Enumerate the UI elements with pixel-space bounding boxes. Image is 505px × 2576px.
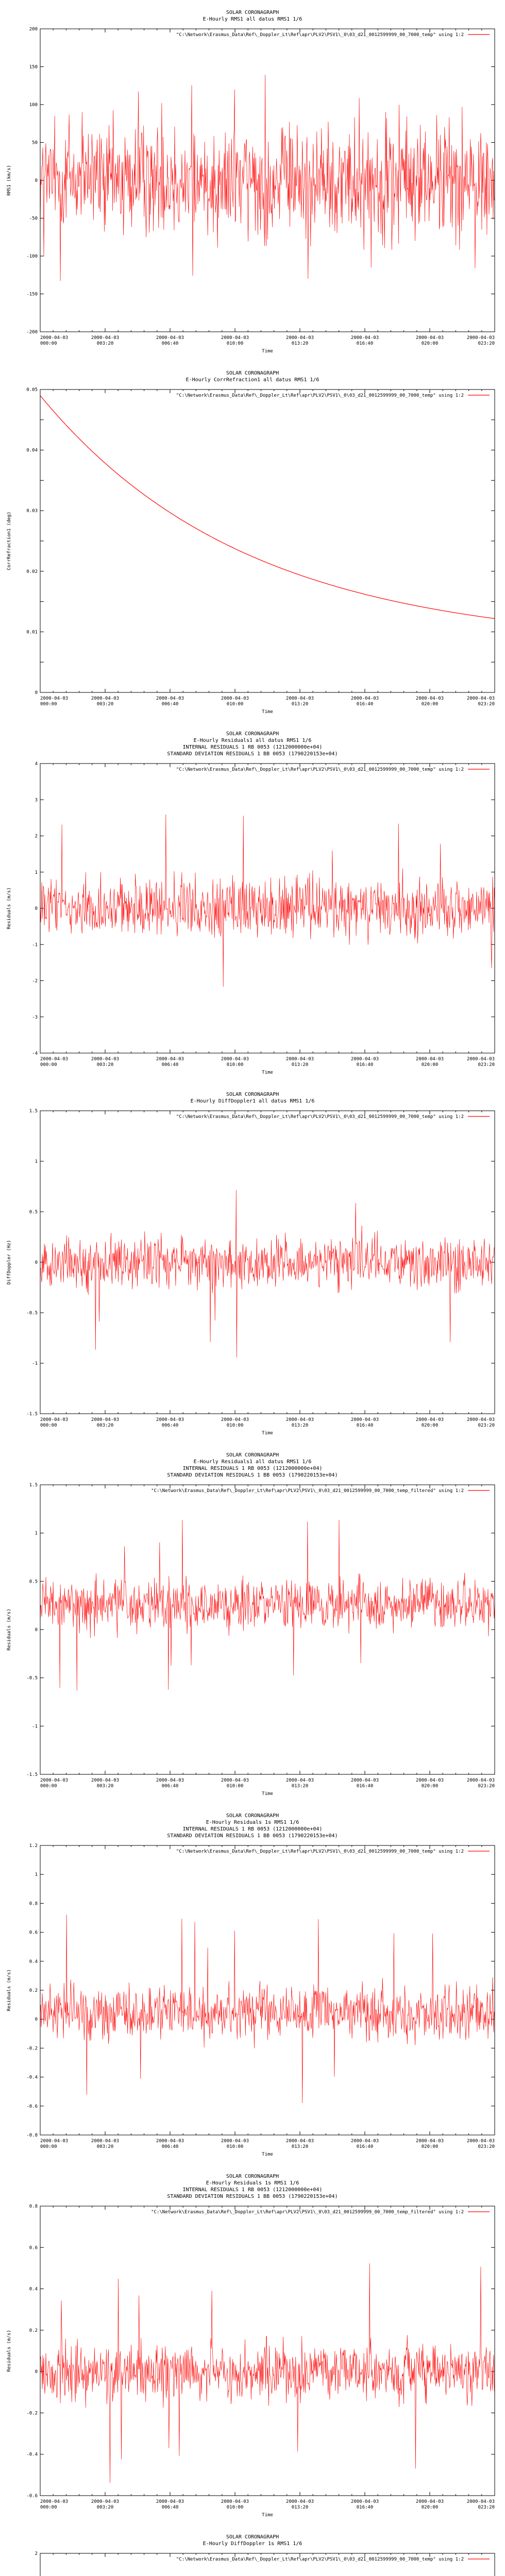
x-tick-label-time: 000:00 xyxy=(40,702,57,707)
x-tick-label-date: 2000-04-03 xyxy=(40,1778,69,1783)
legend-key: "C:\Network\Erasmus_Data\Ref\_Doppler_Lt\Ref\apr\PLV2\PSV1\_0\03_d21_0012599999_00_7000_temp" using 1:2 xyxy=(176,393,464,398)
y-tick-label: 0.04 xyxy=(26,448,38,453)
y-tick-label: 0 xyxy=(35,1628,38,1633)
plot-area xyxy=(0,2164,505,2524)
chart-panel-2 xyxy=(0,361,505,721)
x-tick-label-time: 016:40 xyxy=(356,1784,374,1789)
y-tick-label: -0.8 xyxy=(26,2133,38,2138)
y-tick-label: -0.4 xyxy=(26,2075,38,2080)
x-tick-label-date: 2000-04-03 xyxy=(40,696,69,701)
x-tick-label-date: 2000-04-03 xyxy=(40,1417,69,1422)
x-tick-label-time: 023:20 xyxy=(478,2505,495,2510)
x-tick-label-time: 006:40 xyxy=(161,2144,179,2149)
x-tick-label-time: 003:20 xyxy=(96,2505,114,2510)
chart-title: SOLAR CORONAGRAPH xyxy=(226,2534,279,2540)
series-line xyxy=(40,396,495,619)
x-tick-label-time: 010:00 xyxy=(226,702,244,707)
x-tick-label-time: 003:20 xyxy=(96,341,114,346)
x-tick-label-date: 2000-04-03 xyxy=(350,1778,379,1783)
x-tick-label-date: 2000-04-03 xyxy=(415,335,444,341)
x-tick-label-time: 016:40 xyxy=(356,702,374,707)
legend-key: "C:\Network\Erasmus_Data\Ref\_Doppler_Lt\Ref\apr\PLV2\PSV1\_0\03_d21_0012599999_00_7000_temp" using 1:2 xyxy=(176,32,464,38)
chart-title: SOLAR CORONAGRAPH xyxy=(226,2174,279,2179)
y-tick-label: 1 xyxy=(35,870,38,875)
y-tick-label: 0.8 xyxy=(29,2204,38,2209)
chart-subtitle: E-Hourly RMS1 all datus RMS1 1/6 xyxy=(203,16,302,22)
legend-key: "C:\Network\Erasmus_Data\Ref\_Doppler_Lt\Ref\apr\PLV2\PSV1\_0\03_d21_0012599999_00_7000_temp" using 1:2 xyxy=(176,1849,464,1854)
y-tick-label: 0.5 xyxy=(29,1210,38,1215)
x-tick-label-time: 006:40 xyxy=(161,341,179,346)
y-tick-label: -0.2 xyxy=(26,2411,38,2416)
x-tick-label-date: 2000-04-03 xyxy=(350,1057,379,1062)
x-tick-label-time: 020:00 xyxy=(421,1423,439,1428)
x-tick-label-date: 2000-04-03 xyxy=(156,1417,184,1422)
plot-area xyxy=(0,1443,505,1803)
y-tick-label: -0.6 xyxy=(26,2494,38,2499)
series-line xyxy=(40,2263,495,2483)
x-tick-label-time: 016:40 xyxy=(356,2505,374,2510)
x-tick-label-date: 2000-04-03 xyxy=(415,1057,444,1062)
series-line xyxy=(40,815,495,987)
y-tick-label: -1 xyxy=(32,1361,38,1366)
x-tick-label-date: 2000-04-03 xyxy=(466,1057,495,1062)
x-tick-label-time: 020:00 xyxy=(421,2505,439,2510)
chart-subtitle: E-Hourly Residuals1 all datus RMS1 1/6 xyxy=(193,738,312,743)
y-tick-label: -4 xyxy=(32,1051,38,1056)
x-tick-label-time: 000:00 xyxy=(40,1062,57,1067)
series-line xyxy=(40,75,495,281)
chart-panel-7 xyxy=(0,2164,505,2524)
x-tick-label-time: 010:00 xyxy=(226,2505,244,2510)
chart-subtitle: STANDARD DEVIATION RESIDUALS 1 BB 0053 (1790220153e+04) xyxy=(167,1472,338,1478)
x-tick-label-time: 010:00 xyxy=(226,1784,244,1789)
x-axis-label: Time xyxy=(262,2152,273,2157)
y-tick-label: -50 xyxy=(29,216,38,222)
x-tick-label-time: 006:40 xyxy=(161,2505,179,2510)
y-tick-label: 0 xyxy=(35,2369,38,2375)
x-tick-label-date: 2000-04-03 xyxy=(91,1417,120,1422)
chart-subtitle: E-Hourly DiffDoppler 1s RMS1 1/6 xyxy=(203,2541,302,2547)
chart-subtitle: E-Hourly Residuals1 all datus RMS1 1/6 xyxy=(193,1459,312,1465)
x-tick-label-date: 2000-04-03 xyxy=(415,2139,444,2144)
x-tick-label-time: 006:40 xyxy=(161,1062,179,1067)
y-tick-label: -1.5 xyxy=(26,1772,38,1777)
plot-area xyxy=(0,1803,505,2164)
plot-area xyxy=(0,361,505,721)
x-tick-label-date: 2000-04-03 xyxy=(415,1778,444,1783)
chart-title: SOLAR CORONAGRAPH xyxy=(226,1092,279,1097)
y-tick-label: 0.4 xyxy=(29,2286,38,2292)
y-tick-label: 4 xyxy=(35,761,38,767)
x-tick-label-time: 020:00 xyxy=(421,1784,439,1789)
chart-subtitle: INTERNAL RESIDUALS 1 RB 0053 (1212000000e+04) xyxy=(182,2187,323,2193)
x-axis-label: Time xyxy=(262,1070,273,1075)
y-tick-label: -1.5 xyxy=(26,1412,38,1417)
x-tick-label-date: 2000-04-03 xyxy=(40,2139,69,2144)
x-tick-label-time: 010:00 xyxy=(226,341,244,346)
chart-subtitle: STANDARD DEVIATION RESIDUALS 1 BB 0053 (1790220153e+04) xyxy=(167,2194,338,2199)
chart-subtitle: INTERNAL RESIDUALS 1 RB 0053 (1212000000e+04) xyxy=(182,1826,323,1832)
x-tick-label-date: 2000-04-03 xyxy=(156,1778,184,1783)
y-tick-label: 0.8 xyxy=(29,1901,38,1907)
y-tick-label: 0.01 xyxy=(26,630,38,635)
y-tick-label: 0.5 xyxy=(29,1579,38,1585)
y-axis-label: Residuals (m/s) xyxy=(7,1608,12,1651)
x-tick-label-time: 003:20 xyxy=(96,1062,114,1067)
chart-subtitle: E-Hourly DiffDoppler1 all datus RMS1 1/6 xyxy=(190,1098,315,1104)
y-axis-label: RMS1 (km/s) xyxy=(7,165,12,196)
y-tick-label: -0.5 xyxy=(26,1675,38,1681)
x-tick-label-time: 003:20 xyxy=(96,2144,114,2149)
x-tick-label-time: 010:00 xyxy=(226,1423,244,1428)
plot-area xyxy=(0,721,505,1082)
y-tick-label: 0 xyxy=(35,906,38,911)
x-tick-label-date: 2000-04-03 xyxy=(466,696,495,701)
y-tick-label: 0 xyxy=(35,178,38,183)
chart-panel-8 xyxy=(0,2524,505,2576)
y-tick-label: 1.2 xyxy=(29,1843,38,1849)
plot-frame xyxy=(40,1485,495,1774)
x-axis-label: Time xyxy=(262,349,273,354)
x-tick-label-date: 2000-04-03 xyxy=(156,2499,184,2504)
y-tick-label: -200 xyxy=(26,330,38,335)
x-axis-label: Time xyxy=(262,2513,273,2518)
chart-panel-1 xyxy=(0,0,505,361)
x-tick-label-time: 010:00 xyxy=(226,1062,244,1067)
chart-panel-3 xyxy=(0,721,505,1082)
x-tick-label-date: 2000-04-03 xyxy=(91,2139,120,2144)
x-tick-label-time: 013:20 xyxy=(291,341,309,346)
chart-title: SOLAR CORONAGRAPH xyxy=(226,731,279,737)
x-tick-label-time: 020:00 xyxy=(421,1062,439,1067)
y-tick-label: -0.6 xyxy=(26,2104,38,2109)
x-tick-label-date: 2000-04-03 xyxy=(350,2139,379,2144)
x-tick-label-time: 020:00 xyxy=(421,702,439,707)
x-tick-label-time: 023:20 xyxy=(478,341,495,346)
x-tick-label-date: 2000-04-03 xyxy=(466,335,495,341)
y-tick-label: 2 xyxy=(35,2551,38,2556)
x-tick-label-time: 003:20 xyxy=(96,1784,114,1789)
x-tick-label-date: 2000-04-03 xyxy=(466,2499,495,2504)
chart-subtitle: E-Hourly CorrRefraction1 all datus RMS1 1/6 xyxy=(186,377,319,383)
x-tick-label-time: 020:00 xyxy=(421,341,439,346)
x-tick-label-date: 2000-04-03 xyxy=(221,1057,249,1062)
y-tick-label: 0 xyxy=(35,2017,38,2023)
y-axis-label: DiffDoppler (Hz) xyxy=(7,1240,12,1285)
y-tick-label: 0 xyxy=(35,690,38,696)
x-tick-label-time: 000:00 xyxy=(40,2144,57,2149)
y-tick-label: -0.5 xyxy=(26,1311,38,1316)
x-tick-label-date: 2000-04-03 xyxy=(466,1778,495,1783)
x-tick-label-date: 2000-04-03 xyxy=(156,1057,184,1062)
plot-frame xyxy=(40,1845,495,2135)
legend-key: "C:\Network\Erasmus_Data\Ref\_Doppler_Lt\Ref\apr\PLV2\PSV1\_0\03_d21_0012599999_00_7000_temp" using 1:2 xyxy=(176,767,464,772)
x-tick-label-date: 2000-04-03 xyxy=(415,696,444,701)
x-tick-label-time: 013:20 xyxy=(291,1423,309,1428)
legend-key: "C:\Network\Erasmus_Data\Ref\_Doppler_Lt\Ref\apr\PLV2\PSV1\_0\03_d21_0012599999_00_7000_temp_filtered" using 1:2 xyxy=(151,1488,464,1494)
chart-subtitle: E-Hourly Residuals 1s RMS1 1/6 xyxy=(206,2180,299,2186)
x-tick-label-time: 003:20 xyxy=(96,702,114,707)
x-tick-label-date: 2000-04-03 xyxy=(91,1778,120,1783)
y-tick-label: 3 xyxy=(35,798,38,803)
x-tick-label-date: 2000-04-03 xyxy=(285,1417,314,1422)
plot-frame xyxy=(40,389,495,692)
y-tick-label: -3 xyxy=(32,1014,38,1020)
legend-key: "C:\Network\Erasmus_Data\Ref\_Doppler_Lt\Ref\apr\PLV2\PSV1\_0\03_d21_0012599999_00_7000_temp" using 1:2 xyxy=(176,2557,464,2562)
x-tick-label-time: 013:20 xyxy=(291,1784,309,1789)
series-line xyxy=(40,1190,495,1358)
x-tick-label-date: 2000-04-03 xyxy=(221,2139,249,2144)
x-tick-label-date: 2000-04-03 xyxy=(91,335,120,341)
y-axis-label: CorrRefraction1 (deg) xyxy=(7,512,12,570)
x-tick-label-time: 006:40 xyxy=(161,702,179,707)
y-axis-label: Residuals (m/s) xyxy=(7,887,12,929)
x-tick-label-date: 2000-04-03 xyxy=(156,696,184,701)
y-axis-label: Residuals (m/s) xyxy=(7,2330,12,2372)
x-tick-label-date: 2000-04-03 xyxy=(350,696,379,701)
chart-title: SOLAR CORONAGRAPH xyxy=(226,1452,279,1458)
x-tick-label-date: 2000-04-03 xyxy=(221,1417,249,1422)
x-tick-label-time: 013:20 xyxy=(291,2505,309,2510)
x-tick-label-time: 020:00 xyxy=(421,2144,439,2149)
y-tick-label: -0.4 xyxy=(26,2452,38,2458)
x-axis-label: Time xyxy=(262,709,273,715)
x-tick-label-date: 2000-04-03 xyxy=(285,1778,314,1783)
y-tick-label: 0.05 xyxy=(26,387,38,393)
legend-key: "C:\Network\Erasmus_Data\Ref\_Doppler_Lt\Ref\apr\PLV2\PSV1\_0\03_d21_0012599999_00_7000_temp" using 1:2 xyxy=(176,1114,464,1120)
y-tick-label: 0.2 xyxy=(29,2328,38,2333)
x-tick-label-time: 000:00 xyxy=(40,1423,57,1428)
x-tick-label-time: 016:40 xyxy=(356,2144,374,2149)
x-tick-label-time: 000:00 xyxy=(40,2505,57,2510)
x-tick-label-date: 2000-04-03 xyxy=(285,696,314,701)
x-tick-label-date: 2000-04-03 xyxy=(466,2139,495,2144)
x-tick-label-date: 2000-04-03 xyxy=(466,1417,495,1422)
x-tick-label-date: 2000-04-03 xyxy=(40,1057,69,1062)
y-axis-label: Residuals (m/s) xyxy=(7,1969,12,2011)
x-tick-label-time: 013:20 xyxy=(291,1062,309,1067)
chart-subtitle: STANDARD DEVIATION RESIDUALS 1 BB 0053 (1790220153e+04) xyxy=(167,1833,338,1839)
chart-subtitle: E-Hourly Residuals 1s RMS1 1/6 xyxy=(206,1820,299,1825)
y-tick-label: 150 xyxy=(29,64,38,70)
y-tick-label: 0 xyxy=(35,1260,38,1265)
y-tick-label: -0.2 xyxy=(26,2046,38,2052)
x-tick-label-time: 023:20 xyxy=(478,1423,495,1428)
x-tick-label-time: 006:40 xyxy=(161,1423,179,1428)
x-tick-label-date: 2000-04-03 xyxy=(156,2139,184,2144)
plot-area xyxy=(0,2524,505,2576)
y-tick-label: -150 xyxy=(26,292,38,297)
x-tick-label-time: 013:20 xyxy=(291,702,309,707)
x-tick-label-time: 023:20 xyxy=(478,2144,495,2149)
x-tick-label-time: 023:20 xyxy=(478,1062,495,1067)
x-tick-label-date: 2000-04-03 xyxy=(285,335,314,341)
y-tick-label: 0.6 xyxy=(29,2245,38,2251)
x-tick-label-time: 006:40 xyxy=(161,1784,179,1789)
x-tick-label-date: 2000-04-03 xyxy=(40,2499,69,2504)
x-tick-label-date: 2000-04-03 xyxy=(40,335,69,341)
x-tick-label-date: 2000-04-03 xyxy=(221,2499,249,2504)
y-tick-label: 0.6 xyxy=(29,1930,38,1936)
x-tick-label-date: 2000-04-03 xyxy=(415,2499,444,2504)
y-tick-label: 1.5 xyxy=(29,1109,38,1114)
legend-key: "C:\Network\Erasmus_Data\Ref\_Doppler_Lt\Ref\apr\PLV2\PSV1\_0\03_d21_0012599999_00_7000_temp_filtered" using 1:2 xyxy=(151,2210,464,2215)
x-tick-label-time: 000:00 xyxy=(40,341,57,346)
x-tick-label-date: 2000-04-03 xyxy=(221,1778,249,1783)
chart-title: SOLAR CORONAGRAPH xyxy=(226,10,279,15)
chart-panel-5 xyxy=(0,1443,505,1803)
y-tick-label: -1 xyxy=(32,942,38,948)
x-tick-label-date: 2000-04-03 xyxy=(156,335,184,341)
series-line xyxy=(40,1914,495,2103)
x-tick-label-date: 2000-04-03 xyxy=(221,335,249,341)
series-line xyxy=(40,1520,495,1690)
x-tick-label-date: 2000-04-03 xyxy=(350,1417,379,1422)
y-tick-label: 100 xyxy=(29,103,38,108)
x-tick-label-date: 2000-04-03 xyxy=(91,696,120,701)
y-tick-label: -2 xyxy=(32,978,38,984)
x-tick-label-date: 2000-04-03 xyxy=(285,2499,314,2504)
x-tick-label-time: 023:20 xyxy=(478,702,495,707)
y-tick-label: 0.2 xyxy=(29,1988,38,1993)
y-tick-label: -1 xyxy=(32,1724,38,1730)
x-tick-label-date: 2000-04-03 xyxy=(415,1417,444,1422)
plot-area xyxy=(0,0,505,361)
x-tick-label-date: 2000-04-03 xyxy=(285,2139,314,2144)
x-tick-label-time: 013:20 xyxy=(291,2144,309,2149)
chart-subtitle: INTERNAL RESIDUALS 1 RB 0053 (1212000000e+04) xyxy=(182,1466,323,1471)
x-axis-label: Time xyxy=(262,1791,273,1797)
x-tick-label-time: 000:00 xyxy=(40,1784,57,1789)
x-tick-label-date: 2000-04-03 xyxy=(91,2499,120,2504)
y-tick-label: 0.4 xyxy=(29,1959,38,1964)
y-tick-label: 1 xyxy=(35,1531,38,1536)
x-tick-label-date: 2000-04-03 xyxy=(350,335,379,341)
x-tick-label-date: 2000-04-03 xyxy=(91,1057,120,1062)
x-axis-label: Time xyxy=(262,1431,273,1436)
x-tick-label-date: 2000-04-03 xyxy=(350,2499,379,2504)
x-tick-label-time: 016:40 xyxy=(356,1062,374,1067)
x-tick-label-time: 016:40 xyxy=(356,341,374,346)
y-tick-label: 2 xyxy=(35,834,38,839)
y-tick-label: 0.03 xyxy=(26,509,38,514)
plot-area xyxy=(0,1082,505,1443)
x-tick-label-time: 023:20 xyxy=(478,1784,495,1789)
chart-subtitle: INTERNAL RESIDUALS 1 RB 0053 (1212000000e+04) xyxy=(182,744,323,750)
chart-panel-6 xyxy=(0,1803,505,2164)
y-tick-label: 50 xyxy=(32,140,38,146)
y-tick-label: 0.02 xyxy=(26,569,38,574)
x-tick-label-date: 2000-04-03 xyxy=(221,696,249,701)
chart-subtitle: STANDARD DEVIATION RESIDUALS 1 BB 0053 (1790220153e+04) xyxy=(167,751,338,757)
chart-title: SOLAR CORONAGRAPH xyxy=(226,1813,279,1819)
x-tick-label-time: 016:40 xyxy=(356,1423,374,1428)
x-tick-label-time: 003:20 xyxy=(96,1423,114,1428)
x-tick-label-time: 010:00 xyxy=(226,2144,244,2149)
y-tick-label: 200 xyxy=(29,27,38,32)
y-tick-label: 1 xyxy=(35,1872,38,1878)
x-tick-label-date: 2000-04-03 xyxy=(285,1057,314,1062)
y-tick-label: 1 xyxy=(35,1159,38,1164)
y-tick-label: 1.5 xyxy=(29,1483,38,1488)
chart-title: SOLAR CORONAGRAPH xyxy=(226,370,279,376)
y-tick-label: -100 xyxy=(26,254,38,259)
chart-panel-4 xyxy=(0,1082,505,1443)
